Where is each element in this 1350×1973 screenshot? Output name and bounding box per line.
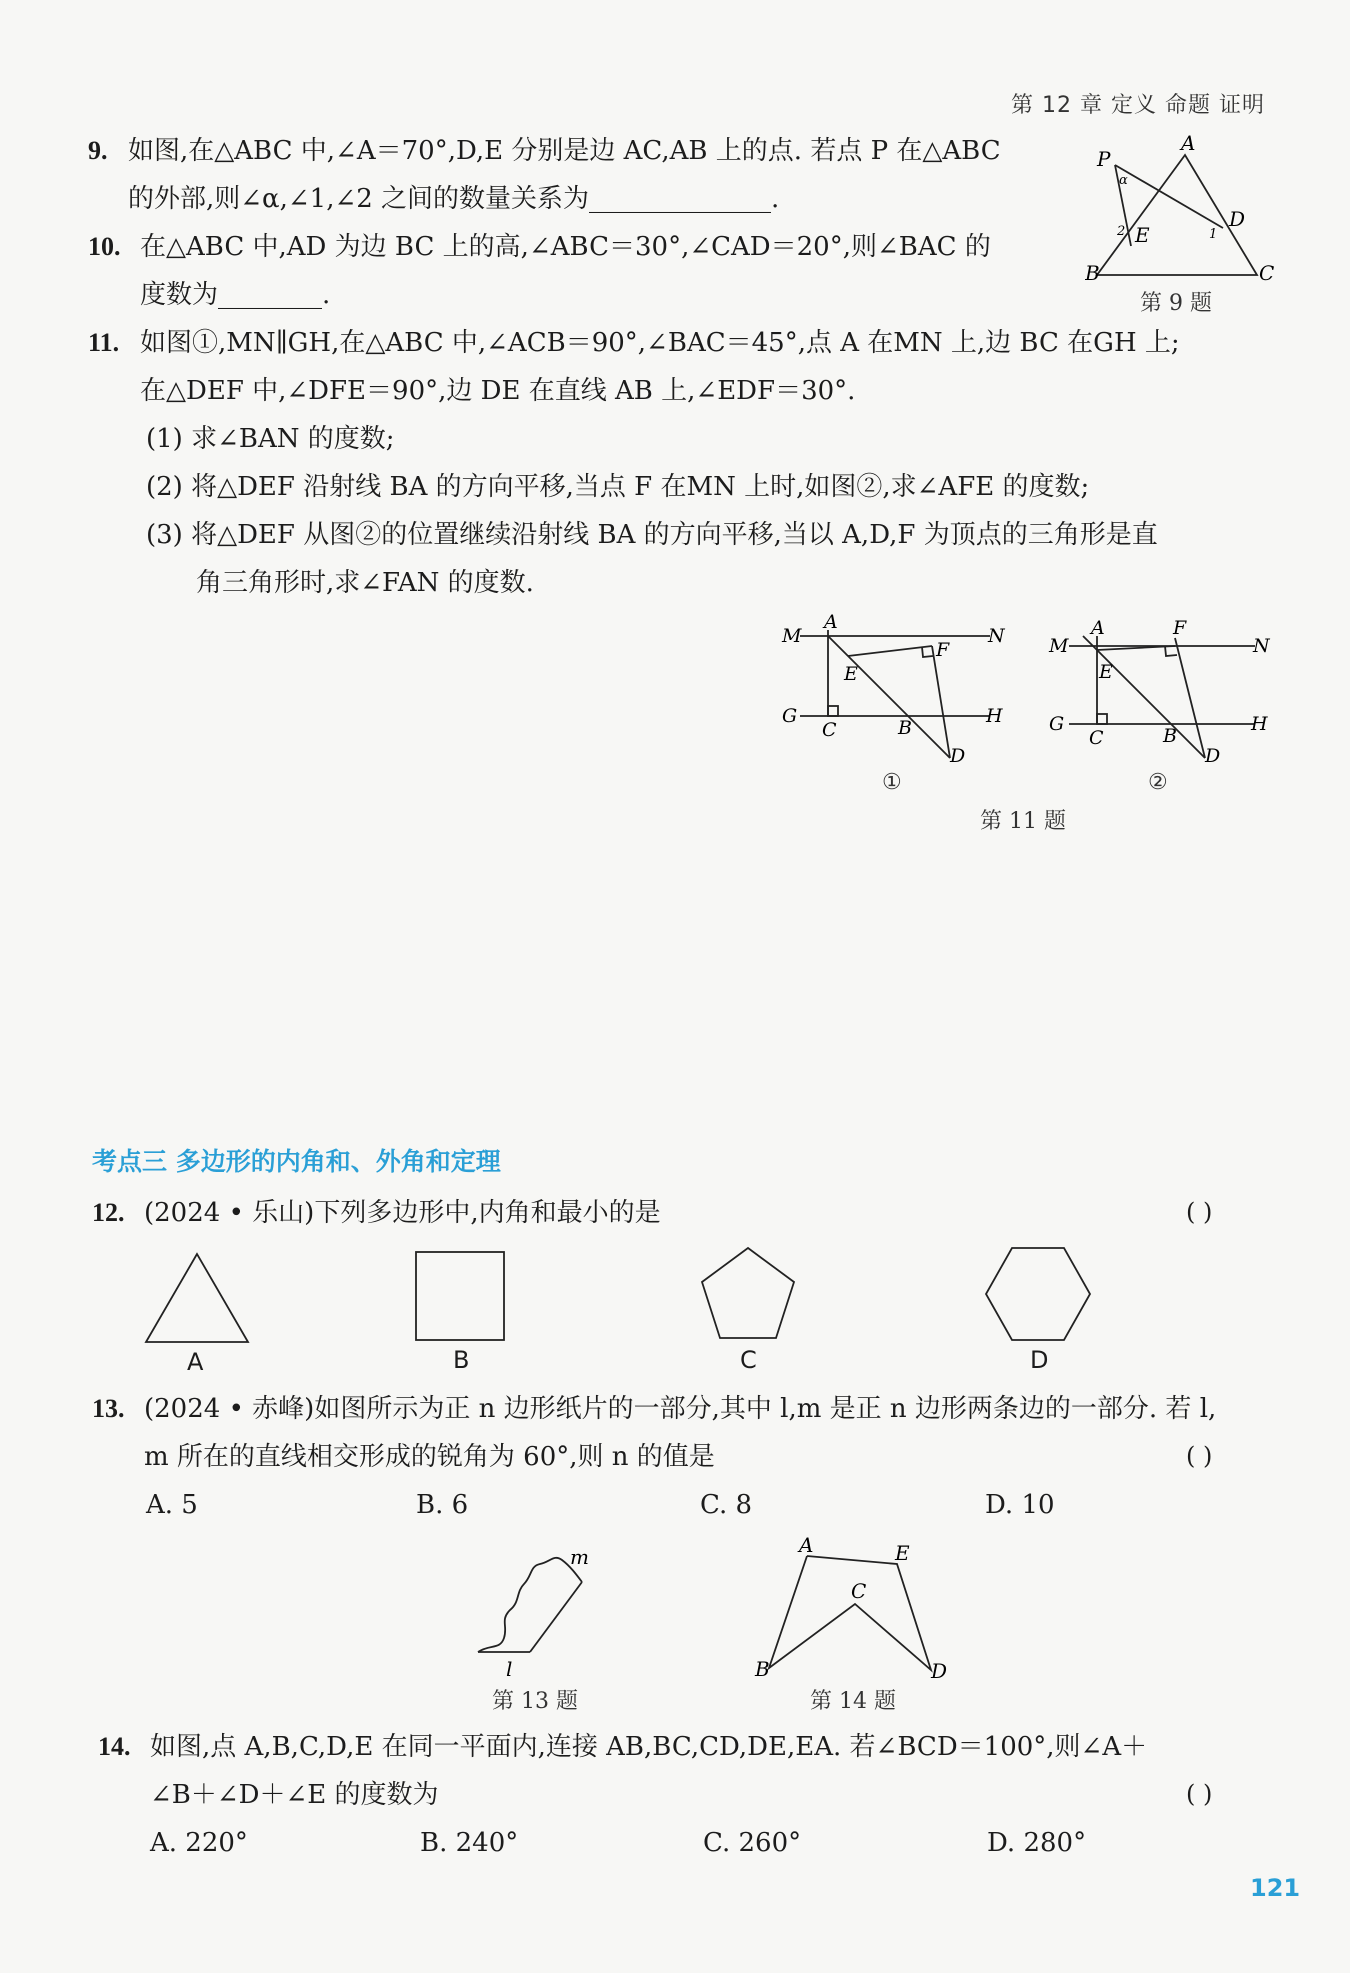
q13-number: 13.: [92, 1394, 125, 1423]
q11f2-label-n: N: [1253, 635, 1270, 657]
q13-answer-bracket: ( ): [1186, 1442, 1213, 1470]
q13-option-d: D. 10: [985, 1490, 1055, 1520]
q11f2-label-m: M: [1049, 635, 1069, 657]
q11f2-label-a: A: [1091, 618, 1105, 639]
q9-label-two: 2: [1117, 224, 1126, 239]
q12-shape-square: [412, 1248, 508, 1344]
q9-label-c: C: [1259, 261, 1275, 285]
q14-option-a: A. 220°: [150, 1828, 248, 1858]
q12-option-d: D: [1030, 1346, 1049, 1374]
q14-label-e: E: [895, 1541, 910, 1565]
q13-option-a: A. 5: [146, 1490, 198, 1520]
q14-line1: 如图,点 A,B,C,D,E 在同一平面内,连接 AB,BC,CD,DE,EA. 若∠BCD＝100°,则∠A＋: [150, 1732, 1148, 1762]
q12-text: (2024 • 乐山)下列多边形中,内角和最小的是: [144, 1198, 661, 1228]
q11-line1: 如图①,MN∥GH,在△ABC 中,∠ACB＝90°,∠BAC＝45°,点 A 在MN 上,边 BC 在GH 上;: [140, 328, 1180, 358]
q11f2-label-b: B: [1163, 725, 1177, 747]
q13-figure: [470, 1540, 600, 1685]
q9-label-p: P: [1097, 147, 1111, 171]
q11-figure-2-marker: ②: [1148, 770, 1168, 795]
q12-option-a: A: [187, 1348, 204, 1376]
q11-caption: 第 11 题: [980, 809, 1066, 834]
q11-sub2: (2) 将△DEF 沿射线 BA 的方向平移,当点 F 在MN 上时,如图②,求∠AFE 的度数;: [146, 472, 1090, 502]
q11f1-label-c: C: [822, 719, 837, 741]
q11f2-label-d: D: [1205, 745, 1221, 767]
chapter-header: 第 12 章 定义 命题 证明: [1011, 93, 1265, 118]
q14-label-c: C: [851, 1579, 867, 1603]
q14-caption: 第 14 题: [810, 1689, 896, 1714]
q11-number: 11.: [88, 328, 120, 357]
q14-answer-bracket: ( ): [1186, 1780, 1213, 1808]
q12-shape-hexagon: [982, 1244, 1094, 1344]
q13-label-l: l: [506, 1657, 513, 1681]
q11-sub3a: (3) 将△DEF 从图②的位置继续沿射线 BA 的方向平移,当以 A,D,F 为顶点的三角形是直: [146, 520, 1158, 550]
q13-line1: (2024 • 赤峰)如图所示为正 n 边形纸片的一部分,其中 l,m 是正 n 边形两条边的一部分. 若 l,: [144, 1394, 1217, 1424]
q11f2-label-f: F: [1173, 618, 1187, 639]
q11f1-label-m: M: [782, 625, 802, 647]
q14-option-b: B. 240°: [420, 1828, 519, 1858]
page-number: 121: [1250, 1874, 1301, 1902]
q13-option-b: B. 6: [416, 1490, 469, 1520]
q14-line2: ∠B＋∠D＋∠E 的度数为: [150, 1780, 439, 1810]
q13-caption: 第 13 题: [492, 1689, 578, 1714]
q9-line1: 如图,在△ABC 中,∠A＝70°,D,E 分别是边 AC,AB 上的点. 若点 P 在△ABC: [128, 136, 1001, 166]
q10-line1: 在△ABC 中,AD 为边 BC 上的高,∠ABC＝30°,∠CAD＝20°,则∠BAC 的: [140, 232, 991, 262]
q12-shape-triangle: [142, 1250, 252, 1346]
q11f2-label-h: H: [1251, 713, 1268, 735]
q9-label-d: D: [1229, 207, 1246, 231]
q9-number: 9.: [88, 136, 108, 165]
q11f2-label-c: C: [1089, 727, 1104, 749]
q11f1-label-b: B: [898, 717, 912, 739]
q11f1-label-a: A: [824, 612, 838, 633]
q9-caption: 第 9 题: [1140, 291, 1212, 316]
q12-option-c: C: [740, 1346, 757, 1374]
q12-number: 12.: [92, 1198, 125, 1227]
q9-label-one: 1: [1209, 227, 1218, 242]
q12-option-b: B: [453, 1346, 470, 1374]
q11-figure-2: [1045, 618, 1275, 778]
q9-line2: 的外部,则∠α,∠1,∠2 之间的数量关系为______________.: [128, 184, 780, 214]
q14-option-d: D. 280°: [987, 1828, 1087, 1858]
q9-figure: [1085, 130, 1275, 290]
q11f2-label-g: G: [1049, 713, 1065, 735]
q14-label-b: B: [755, 1657, 770, 1681]
q10-line2: 度数为________.: [140, 280, 331, 310]
q14-figure: [745, 1532, 955, 1692]
q10-number: 10.: [88, 232, 121, 261]
q11f1-label-n: N: [988, 625, 1005, 647]
q12-answer-bracket: ( ): [1186, 1198, 1213, 1226]
q9-label-e: E: [1135, 223, 1150, 247]
q13-line2: m 所在的直线相交形成的锐角为 60°,则 n 的值是: [144, 1442, 715, 1472]
q14-option-c: C. 260°: [703, 1828, 802, 1858]
q11-figure-1-marker: ①: [882, 770, 902, 795]
q11f1-label-g: G: [782, 705, 798, 727]
q11-line2: 在△DEF 中,∠DFE＝90°,边 DE 在直线 AB 上,∠EDF＝30°.: [140, 376, 856, 406]
q11f2-label-e: E: [1099, 661, 1113, 683]
q14-number: 14.: [98, 1732, 131, 1761]
q11-figure-1: [780, 612, 1010, 772]
q14-label-d: D: [931, 1659, 948, 1683]
section-heading: 考点三 多边形的内角和、外角和定理: [92, 1147, 501, 1176]
q9-label-alpha: α: [1119, 173, 1128, 188]
q14-label-a: A: [799, 1533, 814, 1557]
q9-label-a: A: [1181, 131, 1196, 155]
q9-label-b: B: [1085, 261, 1100, 285]
q11f1-label-f: F: [936, 639, 950, 661]
q11-sub1: (1) 求∠BAN 的度数;: [146, 424, 395, 454]
q12-shape-pentagon: [696, 1244, 800, 1344]
q11f1-label-h: H: [986, 705, 1003, 727]
q13-label-m: m: [570, 1545, 589, 1569]
q13-option-c: C. 8: [700, 1490, 753, 1520]
segment-pd: [1115, 165, 1223, 228]
q11-sub3b: 角三角形时,求∠FAN 的度数.: [196, 568, 534, 598]
q11f1-label-d: D: [950, 745, 966, 767]
q11f1-label-e: E: [844, 663, 858, 685]
